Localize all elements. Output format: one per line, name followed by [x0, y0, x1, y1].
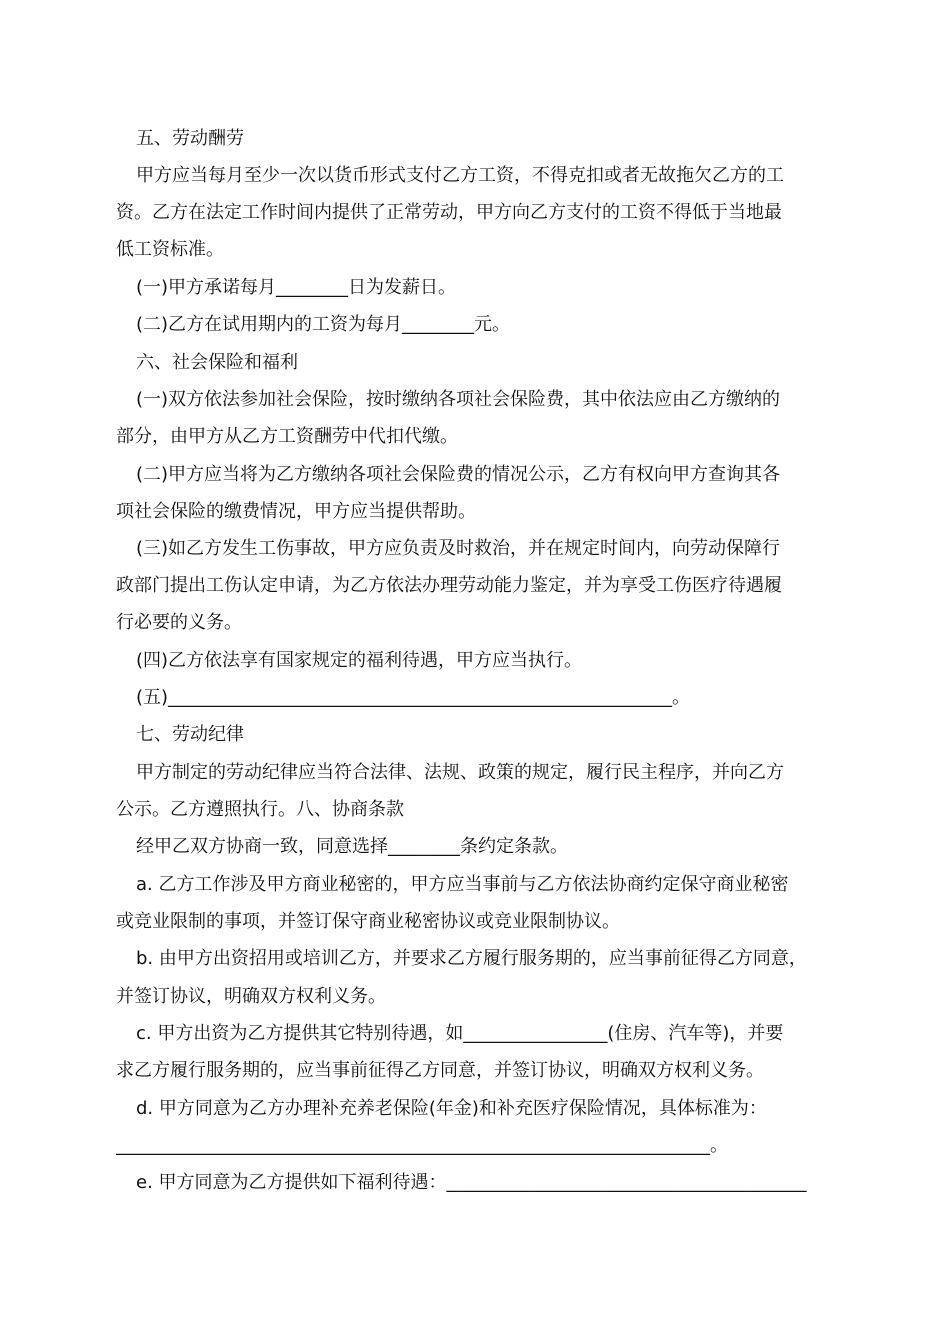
clause-a: a. 乙方工作涉及甲方商业秘密的，甲方应当事前与乙方依法协商约定保守商业秘密 [136, 874, 789, 895]
section-heading-labor-discipline: 七、劳动纪律 [136, 724, 244, 745]
paragraph-line: 部分，由甲方从乙方工资酬劳中代扣代缴。 [116, 426, 458, 447]
paragraph-line: 资。乙方在法定工作时间内提供了正常劳动，甲方向乙方支付的工资不得低于当地最 [116, 202, 782, 223]
clause-blank-five: (五)________________________________________________________。 [136, 687, 691, 708]
paragraph-line: 并签订协议，明确双方权利义务。 [116, 986, 386, 1007]
clause-b: b. 由甲方出资招用或培训乙方，并要求乙方履行服务期的，应当事前征得乙方同意， [136, 948, 807, 969]
paragraph-line: 或竞业限制的事项，并签订保守商业秘密协议或竞业限制协议。 [116, 911, 620, 932]
paragraph-line: 求乙方履行服务期的，应当事前征得乙方同意，并签订协议，明确双方权利义务。 [116, 1060, 764, 1081]
paragraph-line: 公示。乙方遵照执行。八、协商条款 [116, 799, 404, 820]
clause-c: c. 甲方出资为乙方提供其它特别待遇，如________________(住房、汽车等)，并要 [136, 1023, 784, 1044]
section-heading-labor-pay: 五、劳动酬劳 [136, 128, 244, 149]
clause-d: d. 甲方同意为乙方办理补充养老保险(年金)和补充医疗保险情况，具体标准为： [136, 1098, 767, 1119]
paragraph-line: 甲方应当每月至少一次以货币形式支付乙方工资，不得克扣或者无故拖欠乙方的工 [136, 165, 784, 186]
blank-fill-line: __________________________________________________________________。 [116, 1135, 728, 1156]
clause-pay-day: (一)甲方承诺每月________日为发薪日。 [136, 277, 457, 298]
clause-probation-wage: (二)乙方在试用期内的工资为每月________元。 [136, 314, 511, 335]
paragraph-line: 低工资标准。 [116, 239, 224, 260]
section-heading-social-insurance: 六、社会保险和福利 [136, 352, 298, 373]
paragraph-line: (二)甲方应当将为乙方缴纳各项社会保险费的情况公示，乙方有权向甲方查询其各 [136, 464, 781, 485]
paragraph-line: (一)双方依法参加社会保险，按时缴纳各项社会保险费，其中依法应由乙方缴纳的 [136, 389, 781, 410]
paragraph-line: 项社会保险的缴费情况，甲方应当提供帮助。 [116, 501, 476, 522]
paragraph-line: 甲方制定的劳动纪律应当符合法律、法规、政策的规定，履行民主程序，并向乙方 [136, 762, 784, 783]
paragraph-line: (三)如乙方发生工伤事故，甲方应负责及时救治，并在规定时间内，向劳动保障行 [136, 538, 781, 559]
paragraph-line: 经甲乙双方协商一致，同意选择________条约定条款。 [136, 836, 568, 857]
clause-e: e. 甲方同意为乙方提供如下福利待遇：________________________________________ [136, 1172, 807, 1193]
paragraph-line: 政部门提出工伤认定申请，为乙方依法办理劳动能力鉴定，并为享受工伤医疗待遇履 [116, 575, 782, 596]
paragraph-line: (四)乙方依法享有国家规定的福利待遇，甲方应当执行。 [136, 650, 583, 671]
paragraph-line: 行必要的义务。 [116, 612, 242, 633]
